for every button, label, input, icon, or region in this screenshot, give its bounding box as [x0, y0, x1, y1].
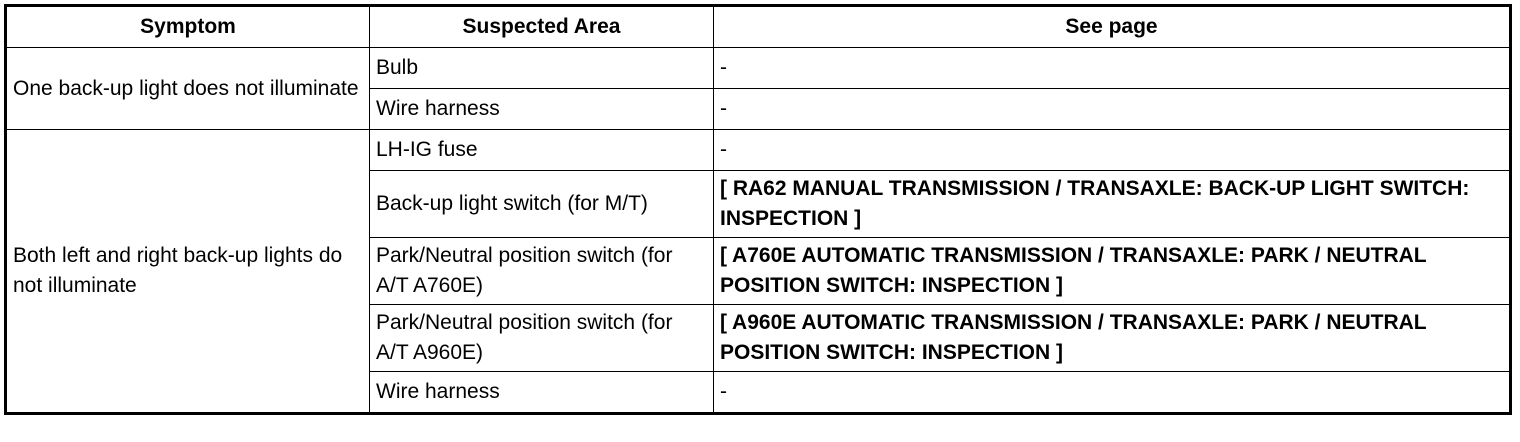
- table-row: [6, 130, 1511, 171]
- see-page-link[interactable]: [ A760E AUTOMATIC TRANSMISSION / TRANSAXLE: PARK / NEUTRAL POSITION SWITCH: INSPECTION ]: [714, 238, 1511, 305]
- suspected-area-cell: Back-up light switch (for M/T): [370, 171, 714, 238]
- suspected-area-cell: LH-IG fuse: [370, 130, 714, 171]
- troubleshooting-table: [4, 4, 1512, 415]
- see-page-cell: -: [714, 130, 1511, 171]
- see-page-cell: -: [714, 48, 1511, 89]
- see-page-link[interactable]: [ RA62 MANUAL TRANSMISSION / TRANSAXLE: BACK-UP LIGHT SWITCH: INSPECTION ]: [714, 171, 1511, 238]
- suspected-area-cell: Bulb: [370, 48, 714, 89]
- see-page-cell: -: [714, 372, 1511, 414]
- suspected-area-cell: Park/Neutral position switch (for A/T A960E): [370, 305, 714, 372]
- suspected-area-cell: Wire harness: [370, 89, 714, 130]
- table-row: [6, 48, 1511, 89]
- header-see-page: See page: [714, 6, 1511, 48]
- see-page-cell: -: [714, 89, 1511, 130]
- header-symptom: Symptom: [6, 6, 370, 48]
- header-row: [6, 6, 1511, 48]
- suspected-area-cell: Wire harness: [370, 372, 714, 414]
- header-suspected-area: Suspected Area: [370, 6, 714, 48]
- symptom-cell: Both left and right back-up lights do not illuminate: [6, 130, 370, 414]
- see-page-link[interactable]: [ A960E AUTOMATIC TRANSMISSION / TRANSAXLE: PARK / NEUTRAL POSITION SWITCH: INSPECTION ]: [714, 305, 1511, 372]
- suspected-area-cell: Park/Neutral position switch (for A/T A760E): [370, 238, 714, 305]
- symptom-cell: One back-up light does not illuminate: [6, 48, 370, 130]
